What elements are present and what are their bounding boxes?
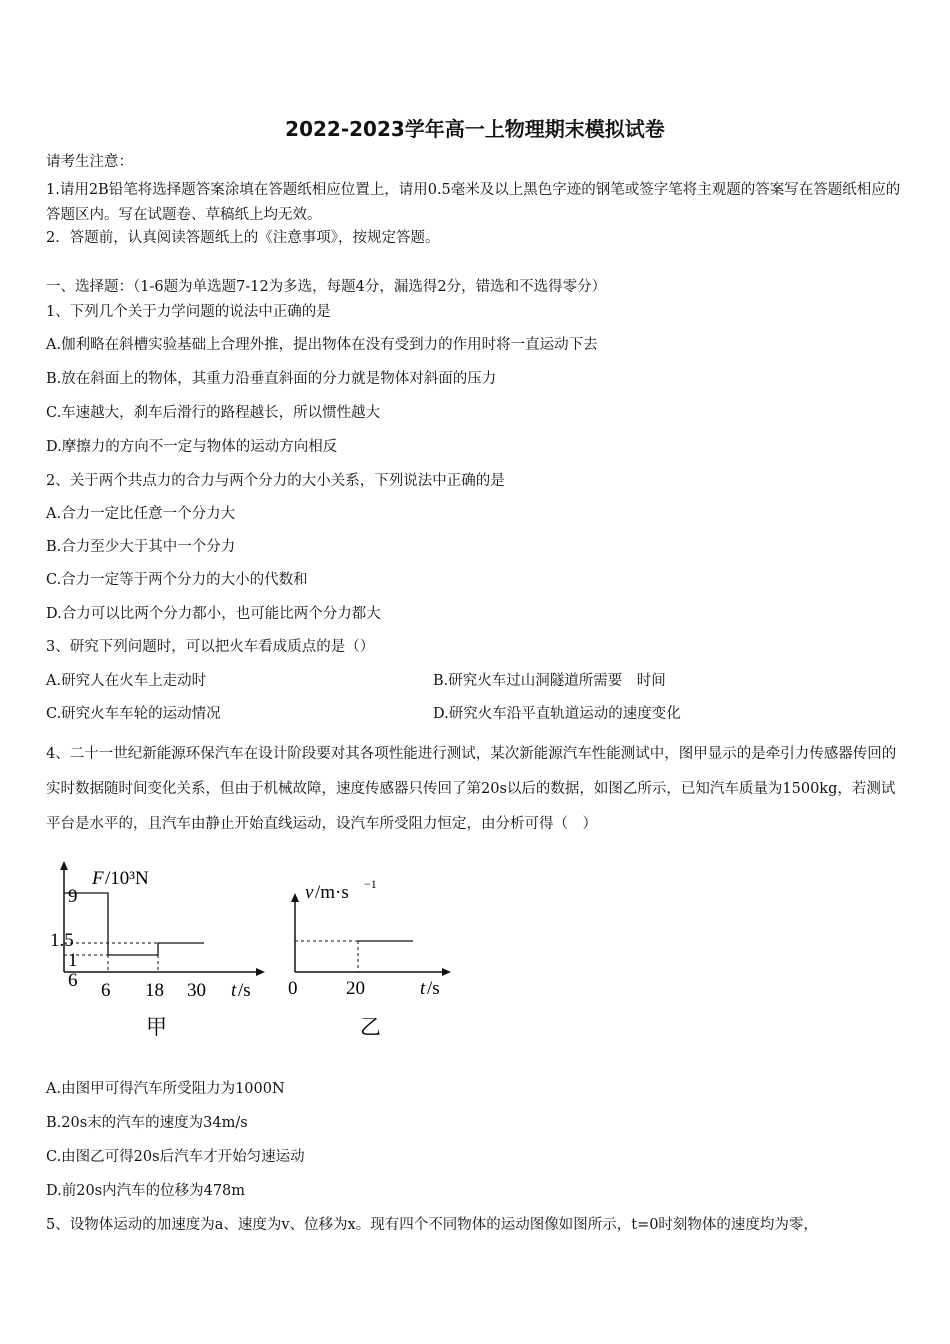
notice-item-1: 1.请用2B铅笔将选择题答案涂填在答题纸相应位置上，请用0.5毫米及以上黑色字迹的钢笔或签字笔将主观题的答案写在答题纸相应的答题区内。写在试题卷、草稿纸上均无效。 <box>46 182 901 223</box>
notice-heading: 请考生注意： <box>46 154 133 170</box>
q4-option-a: A.由图甲可得汽车所受阻力为1000N <box>46 1081 285 1097</box>
jia-x-arrow <box>256 968 265 976</box>
jia-caption: 甲 <box>146 1015 167 1039</box>
yi-xlabel-var: t <box>420 978 426 999</box>
jia-xlabel-var: t <box>231 980 237 1001</box>
jia-ylabel-var: F <box>92 868 104 889</box>
q4-stem: 4、二十一世纪新能源环保汽车在设计阶段要对其各项性能进行测试，某次新能源汽车性能测试中，图甲显示的是牵引力传感器传回的实时数据随时间变化关系，但由于机械故障，速度传感器只传回了第20s以后的数据，如图乙所示，已知汽车质量为1500kg，若测试平台是水平的，且汽车由静止开始直线运动，设汽车所受阻力恒定，由分析可得（ ） <box>46 746 897 832</box>
q2-stem: 2、关于两个共点力的合力与两个分力的大小关系，下列说法中正确的是 <box>46 473 505 489</box>
yi-xlabel-unit: /s <box>427 978 440 999</box>
jia-xlabel-unit: /s <box>238 980 251 1001</box>
yi-ylabel-unit: /m·s <box>315 882 349 903</box>
q1-option-c: C.车速越大，刹车后滑行的路程越长，所以惯性越大 <box>46 405 381 421</box>
yi-origin: 0 <box>288 978 298 999</box>
yi-ylabel-exp: −1 <box>364 877 377 891</box>
q3-option-a: A.研究人在火车上走动时 <box>46 673 207 689</box>
q2-option-d: D.合力可以比两个分力都小，也可能比两个分力都大 <box>46 606 381 622</box>
q2-option-a: A.合力一定比任意一个分力大 <box>46 506 236 522</box>
yi-xtick-20: 20 <box>346 978 365 999</box>
jia-xtick-18: 18 <box>145 980 164 1001</box>
q2-option-b: B.合力至少大于其中一个分力 <box>46 539 236 555</box>
figure-yi <box>280 860 460 1045</box>
q4-option-b: B.20s末的汽车的速度为34m/s <box>46 1115 248 1131</box>
jia-y-arrow <box>60 861 68 870</box>
yi-caption: 乙 <box>360 1015 381 1039</box>
q3-stem: 3、研究下列问题时，可以把火车看成质点的是（） <box>46 639 375 655</box>
notice-item-2: 2．答题前，认真阅读答题纸上的《注意事项》，按规定答题。 <box>46 230 440 246</box>
yi-ylabel-var: v <box>305 882 314 903</box>
jia-ytick-1: 1 <box>68 950 78 971</box>
jia-xtick-6: 6 <box>101 980 111 1001</box>
figure-jia <box>44 860 274 1045</box>
jia-ylabel-unit: /10³N <box>105 868 149 889</box>
q2-option-c: C.合力一定等于两个分力的大小的代数和 <box>46 572 308 588</box>
q4-option-c: C.由图乙可得20s后汽车才开始匀速运动 <box>46 1149 305 1165</box>
page-title: 2022-2023学年高一上物理期末模拟试卷 <box>285 117 665 141</box>
jia-ytick-15: 1.5 <box>50 930 74 951</box>
section-heading: 一、选择题：（1-6题为单选题7-12为多选，每题4分，漏选得2分，错选和不选得零分） <box>46 279 607 295</box>
q1-option-b: B.放在斜面上的物体，其重力沿垂直斜面的分力就是物体对斜面的压力 <box>46 371 497 387</box>
jia-force-curve <box>64 893 204 955</box>
q5-stem: 5、设物体运动的加速度为a、速度为v、位移为x。现有四个不同物体的运动图像如图所示，t=0时刻物体的速度均为零， <box>46 1217 818 1233</box>
yi-x-arrow <box>442 968 451 976</box>
q1-option-d: D.摩擦力的方向不一定与物体的运动方向相反 <box>46 439 338 455</box>
q3-option-b: B.研究火车过山洞隧道所需要 时间 <box>433 673 666 689</box>
jia-xtick-30: 30 <box>187 980 206 1001</box>
yi-y-arrow <box>291 893 299 902</box>
q4-option-d: D.前20s内汽车的位移为478m <box>46 1183 246 1199</box>
jia-ytick-9: 9 <box>68 886 78 907</box>
q3-option-d: D.研究火车沿平直轨道运动的速度变化 <box>433 706 681 722</box>
jia-ytick-6: 6 <box>68 970 78 991</box>
q1-stem: 1、下列几个关于力学问题的说法中正确的是 <box>46 304 331 320</box>
q3-option-c: C.研究火车车轮的运动情况 <box>46 706 221 722</box>
q1-option-a: A.伽利略在斜槽实验基础上合理外推，提出物体在没有受到力的作用时将一直运动下去 <box>46 337 598 353</box>
